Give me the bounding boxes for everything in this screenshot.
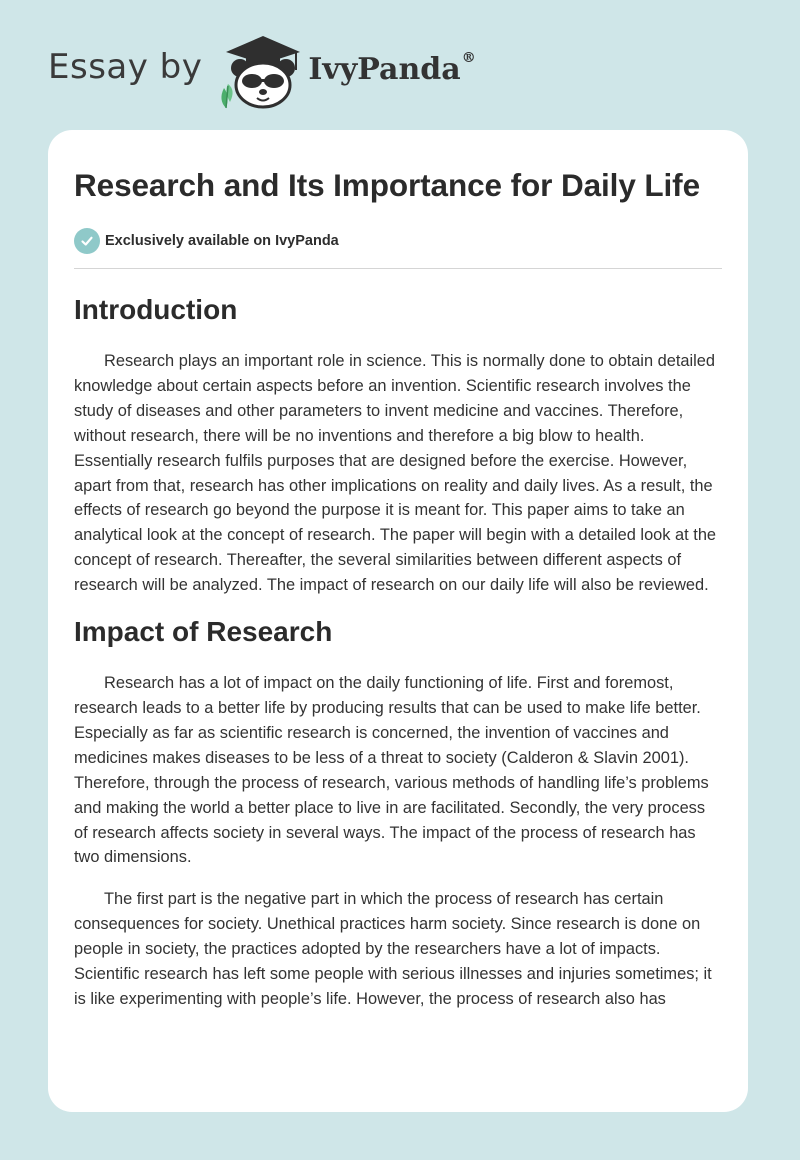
registered-mark: ®	[461, 49, 476, 66]
exclusive-badge	[74, 228, 722, 254]
section-heading-impact: Impact of Research	[74, 616, 333, 648]
brand-prefix: Essay by	[48, 47, 203, 87]
panda-logo-icon	[216, 30, 306, 110]
section-heading-introduction: Introduction	[74, 294, 238, 325]
check-icon	[74, 228, 100, 254]
essay-card	[48, 130, 748, 1112]
paragraph: Research has a lot of impact on the daily functioning of life. First and foremost, research leads to a better life by producing results that can be used to make life better. Especially as far as scientific research is concerned, the invention of vaccines and medicines makes diseases to be less of a threat to society (Calderon & Slavin 2001). Therefore, through the process of research, various methods of handling life’s problems and making the world a better place to live in are facilitated. Secondly, the very process of research affects society in several ways. The impact of the process of research has two dimensions.	[74, 674, 709, 867]
brand-name: IvyPanda®	[308, 49, 476, 87]
page-title: Research and Its Importance for Daily Life	[74, 167, 700, 203]
divider	[74, 268, 722, 269]
paragraph: The first part is the negative part in which the process of research has certain consequences for society. Unethical practices harm society. Since research is done on people in society, the practices adopted by the researchers have a lot of impacts. Scientific research has left some people with serious illnesses and injuries sometimes; it is like experimenting with people’s life. However, the process of research also has	[74, 890, 712, 1008]
site-header[interactable]	[48, 30, 476, 110]
badge-label: Exclusively available on IvyPanda	[105, 233, 339, 249]
paragraph: Research plays an important role in science. This is normally done to obtain detailed knowledge about certain aspects before an invention. Scientific research involves the study of diseases and other parameters to invent medicine and vaccines. Therefore, without research, there will be no inventions and therefore a big blow to health. Essentially research fulfils purposes that are designed before the exercise. However, apart from that, research has other implications on reality and daily lives. As a result, the effects of research go beyond the purpose it is meant for. This paper aims to take an analytical look at the concept of research. The paper will begin with a detailed look at the concept of research. Thereafter, the several similarities between different aspects of research will be analyzed. The impact of research on our daily life will also be reviewed.	[74, 352, 717, 595]
